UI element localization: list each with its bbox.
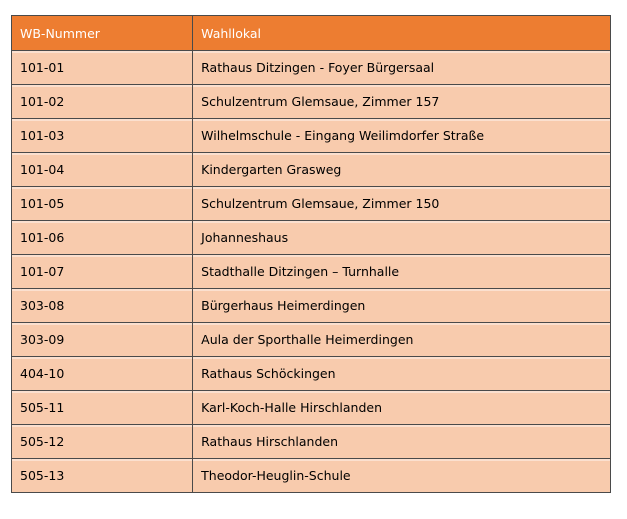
cell-wb-nummer: 101-07	[12, 255, 193, 289]
cell-wahllokal: Aula der Sporthalle Heimerdingen	[193, 323, 611, 357]
cell-wb-nummer: 101-05	[12, 187, 193, 221]
table-row	[12, 459, 611, 493]
cell-wb-nummer: 101-06	[12, 221, 193, 255]
cell-wahllokal: Johanneshaus	[193, 221, 611, 255]
cell-wahllokal: Theodor-Heuglin-Schule	[193, 459, 611, 493]
cell-wb-nummer: 505-13	[12, 459, 193, 493]
table-row	[12, 119, 611, 153]
column-header-wb-nummer: WB-Nummer	[12, 16, 193, 51]
cell-wahllokal: Schulzentrum Glemsaue, Zimmer 150	[193, 187, 611, 221]
table-body	[12, 51, 611, 493]
cell-wahllokal: Rathaus Ditzingen - Foyer Bürgersaal	[193, 51, 611, 85]
cell-wb-nummer: 505-11	[12, 391, 193, 425]
table-row	[12, 85, 611, 119]
cell-wahllokal: Karl-Koch-Halle Hirschlanden	[193, 391, 611, 425]
column-header-wahllokal: Wahllokal	[193, 16, 611, 51]
cell-wahllokal: Bürgerhaus Heimerdingen	[193, 289, 611, 323]
cell-wb-nummer: 101-04	[12, 153, 193, 187]
cell-wahllokal: Rathaus Schöckingen	[193, 357, 611, 391]
table-row	[12, 255, 611, 289]
cell-wb-nummer: 101-01	[12, 51, 193, 85]
cell-wahllokal: Wilhelmschule - Eingang Weilimdorfer Straße	[193, 119, 611, 153]
polling-stations-table	[11, 15, 611, 493]
table-row	[12, 323, 611, 357]
table-row	[12, 187, 611, 221]
cell-wahllokal: Kindergarten Grasweg	[193, 153, 611, 187]
cell-wahllokal: Stadthalle Ditzingen – Turnhalle	[193, 255, 611, 289]
table-row	[12, 357, 611, 391]
table-row	[12, 391, 611, 425]
cell-wb-nummer: 404-10	[12, 357, 193, 391]
cell-wahllokal: Schulzentrum Glemsaue, Zimmer 157	[193, 85, 611, 119]
cell-wb-nummer: 303-08	[12, 289, 193, 323]
cell-wahllokal: Rathaus Hirschlanden	[193, 425, 611, 459]
cell-wb-nummer: 505-12	[12, 425, 193, 459]
cell-wb-nummer: 303-09	[12, 323, 193, 357]
table-row	[12, 221, 611, 255]
cell-wb-nummer: 101-03	[12, 119, 193, 153]
table-row	[12, 425, 611, 459]
table-row	[12, 289, 611, 323]
table-row	[12, 51, 611, 85]
cell-wb-nummer: 101-02	[12, 85, 193, 119]
table-row	[12, 153, 611, 187]
table-header-row	[12, 16, 611, 51]
